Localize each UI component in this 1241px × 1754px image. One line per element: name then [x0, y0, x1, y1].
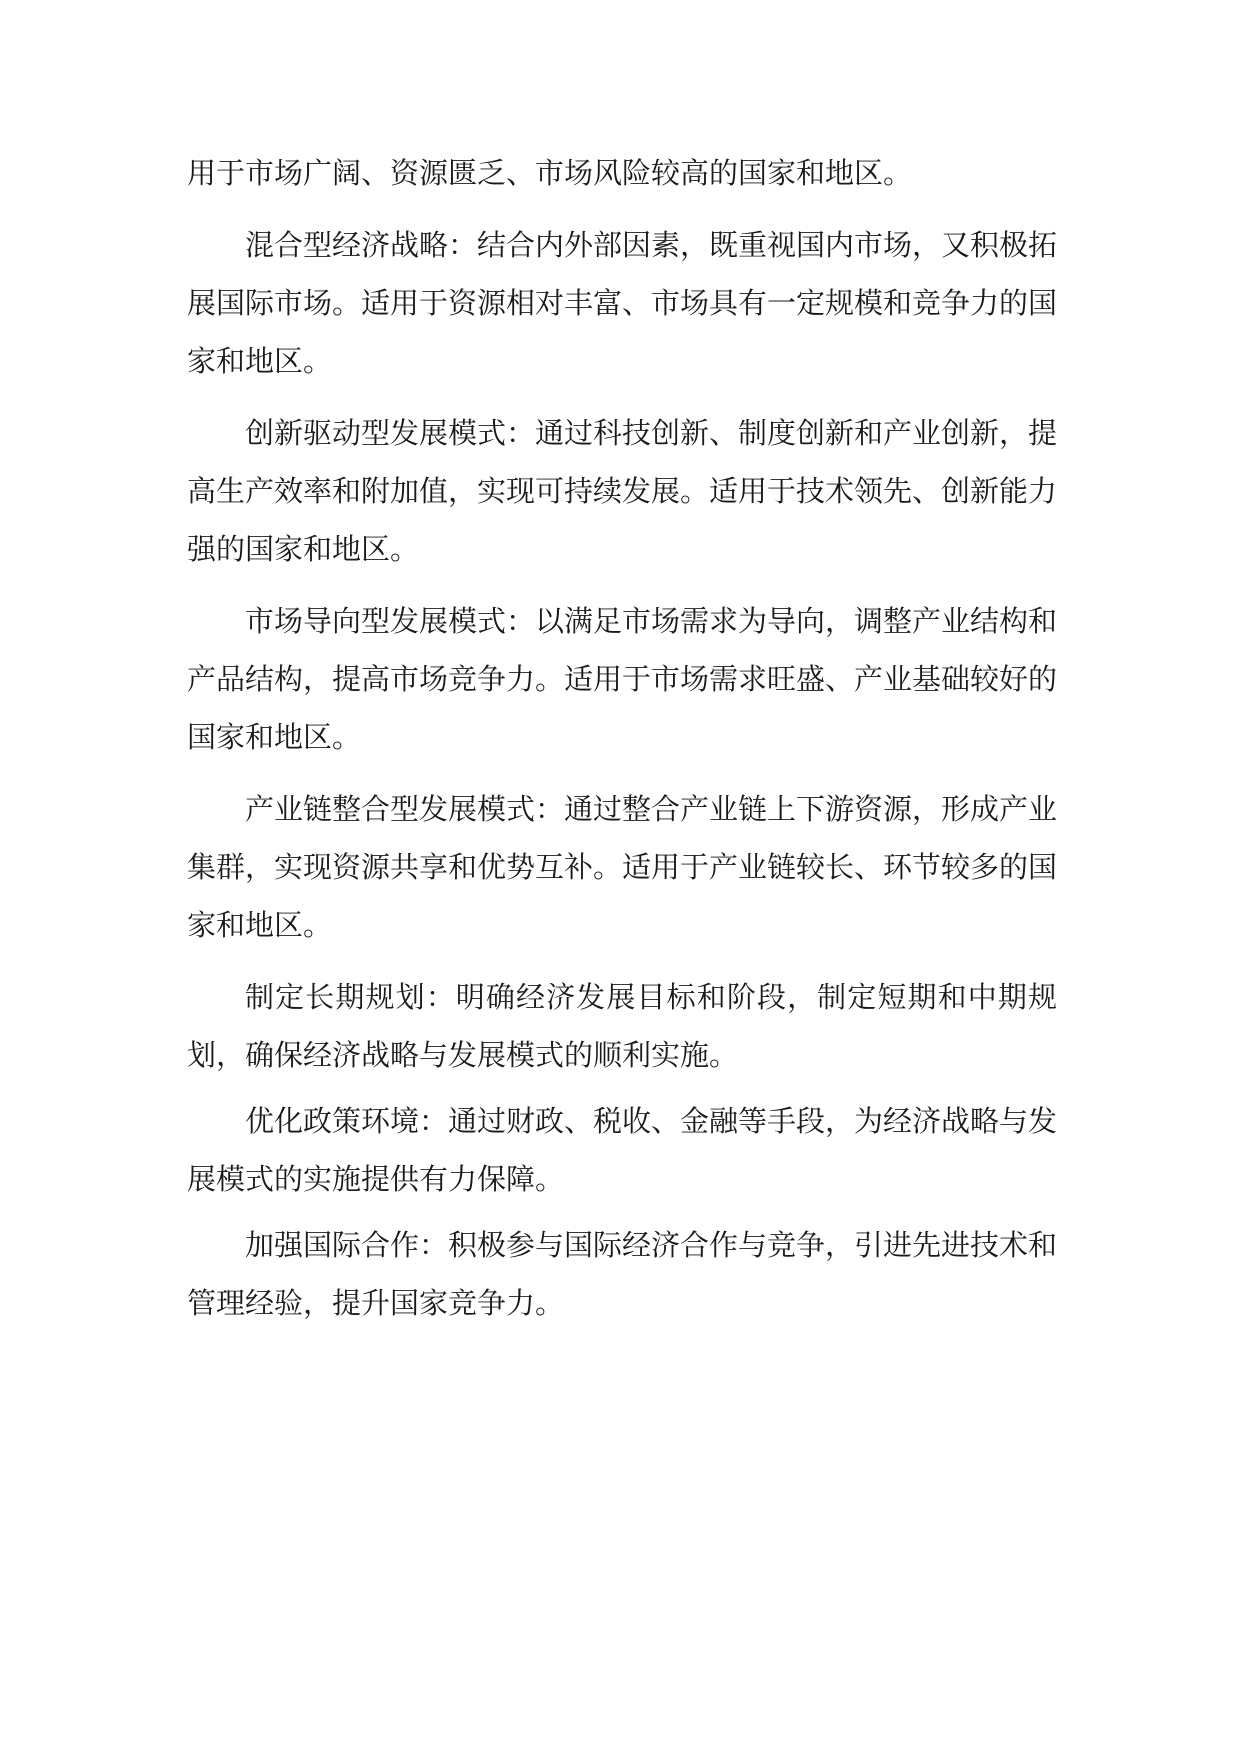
paragraph-continuation: 用于市场广阔、资源匮乏、市场风险较高的国家和地区。 [187, 156, 913, 190]
paragraph-hybrid-strategy: 混合型经济战略：结合内外部因素，既重视国内市场，又积极拓展国际市场。适用于资源相对丰富、市场具有一定规模和竞争力的国家和地区。 [187, 228, 1058, 378]
document-body [187, 144, 1057, 1340]
paragraph-international-cooperation: 加强国际合作：积极参与国际经济合作与竞争，引进先进技术和管理经验，提升国家竞争力。 [187, 1228, 1058, 1320]
paragraph-market-oriented: 市场导向型发展模式：以满足市场需求为导向，调整产业结构和产品结构，提高市场竞争力。适用于市场需求旺盛、产业基础较好的国家和地区。 [187, 604, 1058, 754]
paragraph-long-term-planning: 制定长期规划：明确经济发展目标和阶段，制定短期和中期规划，确保经济战略与发展模式的顺利实施。 [187, 980, 1057, 1072]
paragraph-innovation-driven: 创新驱动型发展模式：通过科技创新、制度创新和产业创新，提高生产效率和附加值，实现可持续发展。适用于技术领先、创新能力强的国家和地区。 [187, 416, 1058, 566]
paragraph-policy-environment: 优化政策环境：通过财政、税收、金融等手段，为经济战略与发展模式的实施提供有力保障。 [187, 1104, 1058, 1196]
paragraph-industry-chain: 产业链整合型发展模式：通过整合产业链上下游资源，形成产业集群，实现资源共享和优势互补。适用于产业链较长、环节较多的国家和地区。 [187, 792, 1058, 942]
